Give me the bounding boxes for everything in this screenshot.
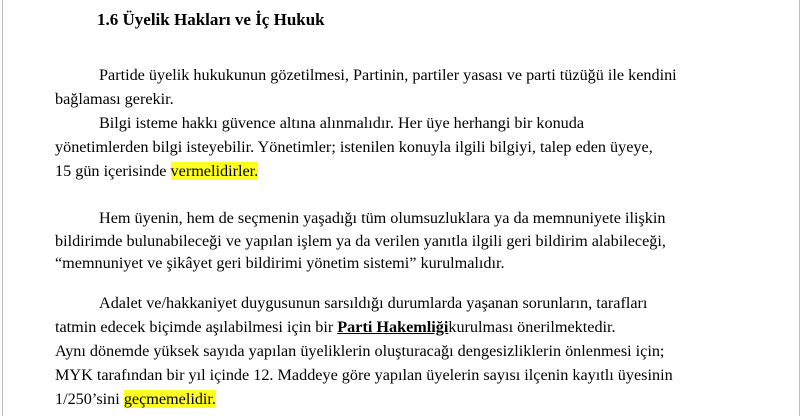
document-page — [2, 0, 800, 416]
paragraph2-line2: yönetimlerden bilgi isteyebilir. Yönetimler; istenilen konuyla ilgili bilgiyi, talep eden üyeye, — [55, 138, 653, 156]
paragraph4-line2-suffix: kurulması önerilmektedir. — [448, 318, 616, 336]
paragraph3-line3: “memnuniyet ve şikâyet geri bildirimi yönetim sistemi” kurulmalıdır. — [55, 254, 505, 272]
paragraph3-line2: bildirimde bulunabileceği ve yapılan işlem ya da verilen yanıtla ilgili geri bildirim alabileceği, — [55, 232, 666, 250]
paragraph4-line2 — [55, 317, 616, 337]
paragraph2-line3-text: 15 gün içerisinde — [55, 162, 171, 180]
highlighted-text: geçmemelidir. — [123, 390, 216, 408]
paragraph4-line5 — [55, 389, 216, 409]
paragraph1-line2: bağlaması gerekir. — [55, 90, 174, 108]
section-heading: 1.6 Üyelik Hakları ve İç Hukuk — [97, 10, 325, 29]
paragraph4-line2-text: tatmin edecek biçimde aşılabilmesi için bir — [55, 318, 338, 336]
paragraph1-line1: Partide üyelik hukukunun gözetilmesi, Partinin, partiler yasası ve parti tüzüğü ile kendini — [99, 66, 677, 84]
highlighted-text: vermelidirler. — [170, 162, 259, 180]
paragraph3-line1: Hem üyenin, hem de seçmenin yaşadığı tüm olumsuzluklara ya da memnuniyete ilişkin — [99, 209, 666, 227]
parti-hakemligi-emphasis: Parti Hakemliği — [337, 318, 449, 336]
paragraph4-line5-text: 1/250’sini — [55, 390, 124, 408]
paragraph4-line4: MYK tarafından bir yıl içinde 12. Maddeye göre yapılan üyelerin sayısı ilçenin kayıtlı üyesinin — [55, 366, 673, 384]
paragraph4-line1: Adalet ve/hakkaniyet duygusunun sarsıldığı durumlarda yaşanan sorunların, tarafları — [99, 294, 648, 312]
paragraph2-line3 — [55, 161, 258, 181]
paragraph2-line1: Bilgi isteme hakkı güvence altına alınmalıdır. Her üye herhangi bir konuda — [99, 114, 585, 132]
paragraph4-line3: Aynı dönemde yüksek sayıda yapılan üyeliklerin oluşturacağı dengesizliklerin önlenmesi için; — [55, 342, 665, 360]
